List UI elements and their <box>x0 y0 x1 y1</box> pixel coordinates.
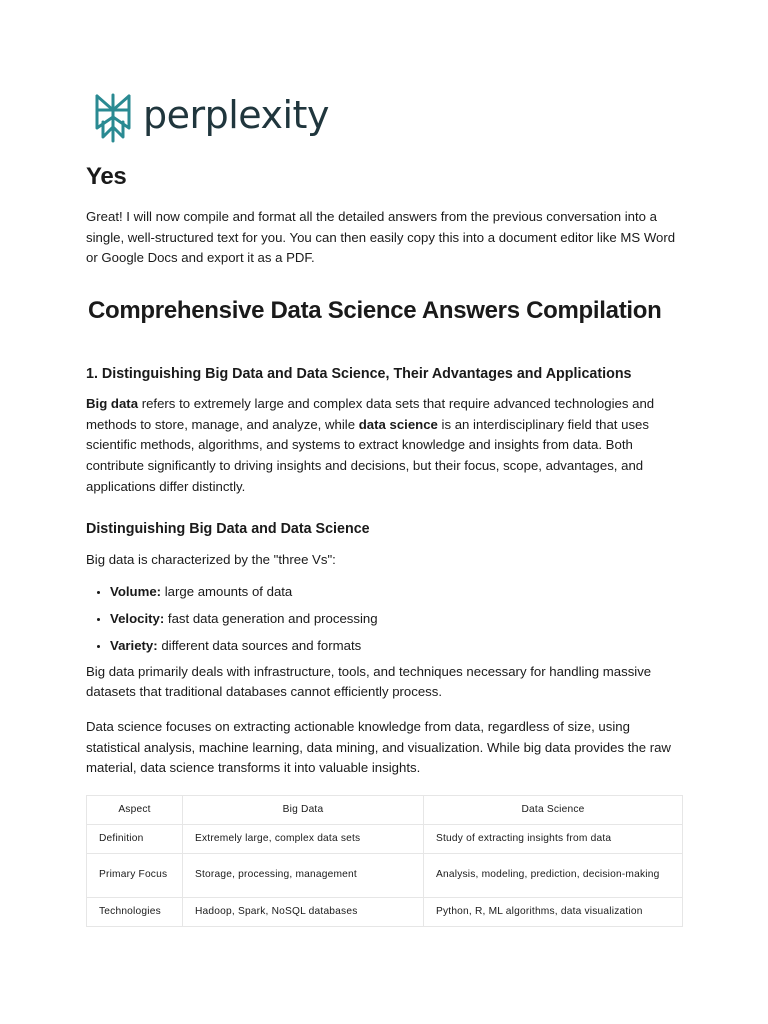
table-header-cell: Aspect <box>87 795 183 824</box>
list-item: • Velocity: fast data generation and processing <box>110 609 686 629</box>
comparison-table <box>86 795 683 927</box>
table-cell: Primary Focus <box>87 853 183 897</box>
table-header-cell: Big Data <box>183 795 424 824</box>
perplexity-logo <box>93 93 329 143</box>
answer-content <box>86 162 686 927</box>
section-heading: 1. Distinguishing Big Data and Data Science, Their Advantages and Applications <box>86 366 632 383</box>
list-item: • Volume: large amounts of data <box>110 582 686 602</box>
logo-wordmark: perplexity <box>143 93 329 137</box>
table-row <box>87 824 683 853</box>
table-cell: Study of extracting insights from data <box>424 824 683 853</box>
data-science-paragraph: Data science focuses on extracting actionable knowledge from data, regardless of size, using statistical analysis, machine learning, data mining, and visualization. While big data provides the raw material, data science transforms it into valuable insights. <box>86 719 671 776</box>
term-data-science: data science <box>358 416 438 432</box>
perplexity-logo-icon <box>93 93 133 143</box>
table-header-row <box>87 795 683 824</box>
definition-paragraph: Big data refers to extremely large and complex data sets that require advanced technologies and methods to store, manage, and analyze, while data science is an interdisciplinary field that uses scientific methods, algorithms, and systems to extract knowledge and insights from data. Both contribute significantly to driving insights and decisions, but their focus, scope, advantages, and applications differ distinctly. <box>86 396 655 494</box>
term-big-data: Big data <box>86 396 139 412</box>
table-cell: Hadoop, Spark, NoSQL databases <box>183 897 424 926</box>
table-row <box>87 853 683 897</box>
big-data-paragraph: Big data primarily deals with infrastructure, tools, and techniques necessary for handling massive datasets that traditional databases cannot efficiently process. <box>86 663 652 700</box>
intro-paragraph: Great! I will now compile and format all the detailed answers from the previous conversation into a single, well-structured text for you. You can then easily copy this into a document editor like MS Word or Google Docs and export it as a PDF. <box>86 209 676 266</box>
subsection-heading: Distinguishing Big Data and Data Science <box>86 521 370 538</box>
three-vs-intro: Big data is characterized by the "three Vs": <box>86 552 336 568</box>
question-heading: Yes <box>86 163 127 190</box>
document-title: Comprehensive Data Science Answers Compilation <box>88 296 662 324</box>
table-cell: Storage, processing, management <box>183 853 424 897</box>
table-header-cell: Data Science <box>424 795 683 824</box>
table-cell: Analysis, modeling, prediction, decision-making <box>424 853 683 897</box>
table-cell: Definition <box>87 824 183 853</box>
table-cell: Extremely large, complex data sets <box>183 824 424 853</box>
three-vs-list <box>86 582 686 656</box>
list-item: • Variety: different data sources and formats <box>110 636 686 656</box>
table-cell: Technologies <box>87 897 183 926</box>
table-cell: Python, R, ML algorithms, data visualization <box>424 897 683 926</box>
table-row <box>87 897 683 926</box>
